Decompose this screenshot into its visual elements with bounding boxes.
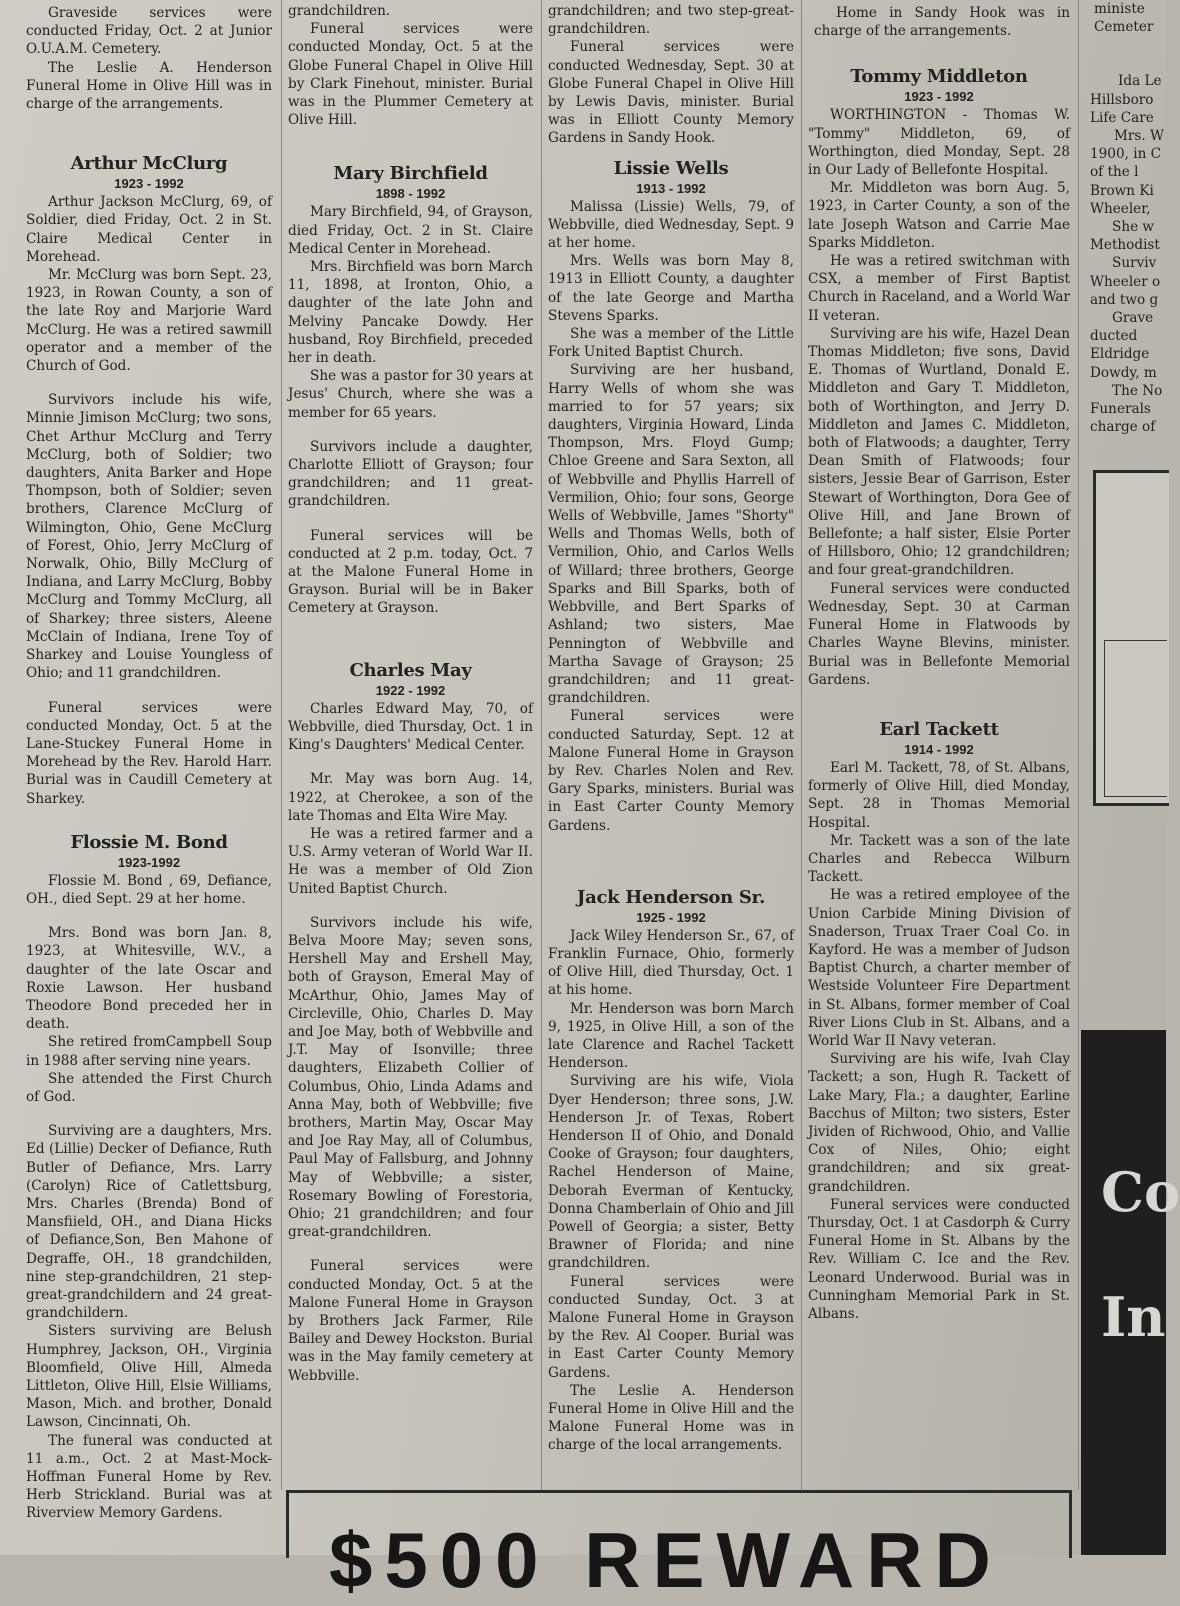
fragment-line: 1900, in C	[1090, 146, 1162, 163]
fragment-line: Life Care	[1090, 109, 1154, 126]
col4-top-fragment	[808, 4, 1070, 40]
obituary-paragraph: Funeral services will be conducted at 2 p.m. today, Oct. 7 at the Malone Funeral Home in Grayson. Burial will be in Baker Cemetery at Grayson.	[288, 527, 533, 617]
obituary-years: 1923 - 1992	[904, 89, 974, 105]
obituary-paragraph: Malissa (Lissie) Wells, 79, of Webbville, died Wednesday, Sept. 9 at her home.	[548, 198, 794, 252]
column-rule	[281, 0, 282, 1490]
col3-top-fragment	[548, 2, 794, 148]
column-rule	[801, 0, 802, 1490]
obituary-years: 1913 - 1992	[636, 180, 706, 196]
fragment-paragraph: grandchildren; and two step-great-grandchildren.	[548, 3, 794, 38]
fragment-line: Surviv	[1112, 255, 1157, 272]
fragment-paragraph: Home in Sandy Hook was in charge of the arrangements.	[814, 5, 1070, 40]
obituary-years: 1914 - 1992	[904, 741, 974, 757]
obituary-years: 1923-1992	[117, 854, 181, 870]
reward-banner-text: $500 REWARD	[329, 1516, 1003, 1604]
obituary-years: 1923 - 1992	[114, 176, 184, 192]
obituary-paragraph: Mr. Middleton was born Aug. 5, 1923, in Carter County, a son of the late Joseph Watson and Carrie Mae Sparks Middleton.	[808, 180, 1070, 251]
fragment-line: Dowdy, m	[1090, 364, 1157, 381]
obituary-paragraph: WORTHINGTON - Thomas W. "Tommy" Middleton, 69, of Worthington, died Monday, Sept. 28 in Our Lady of Bellefonte Hospital.	[808, 107, 1070, 179]
column-4	[808, 4, 1070, 1323]
obituary-paragraph: Surviving are a daughters, Mrs. Ed (Lillie) Decker of Defiance, Ruth Butler of Defiance, Mrs. Larry (Carolyn) Rice of Catlettsburg, Mrs. Charles (Brenda) Bond of Mansfiield, OH., and Diana Hicks of Defiance,Son, Ben Mahone of Degraffe, OH., 18 grandchilden, nine step-grandchildren, 21 step-great-grandchildern and 24 great-grandchildern.	[26, 1123, 272, 1322]
column-5-clipped	[1090, 0, 1166, 470]
fragment-line: Cemeter	[1094, 19, 1154, 36]
col2-top-fragment	[288, 2, 533, 129]
column-rule	[1078, 0, 1079, 1490]
obituary-name: Mary Birchfield	[333, 163, 488, 185]
fragment-line: Ida Le	[1118, 73, 1162, 90]
fragment-paragraph: Graveside services were conducted Friday, Oct. 2 at Junior O.U.A.M. Cemetery.	[26, 5, 272, 58]
obituary-paragraph: Mr. Henderson was born March 9, 1925, in Olive Hill, a son of the late Clarence and Rachel Tackett Henderson.	[548, 1000, 794, 1072]
obituary-paragraph: Mr. Tackett was a son of the late Charles and Rebecca Wilburn Tackett.	[808, 832, 1070, 886]
dark-ad-text: In	[1101, 1285, 1166, 1349]
obituary-paragraph: Sisters surviving are Belush Humphrey, Jackson, OH., Virginia Bloomfield, Olive Hill, Almeda Littleton, Olive Hill, Elsie Williams, Mason, Mich. and brother, Donald Lawson, Cincinnati, Oh.	[26, 1323, 272, 1431]
dark-ad-text: Co	[1101, 1160, 1180, 1224]
obituary-arthur-mcclurg	[26, 153, 272, 808]
fragment-line: Funerals	[1090, 401, 1151, 418]
obituary-years: 1922 - 1992	[375, 682, 446, 698]
fragment-line: Brown Ki	[1090, 182, 1154, 199]
obituary-name: Flossie M. Bond	[70, 831, 228, 853]
fragment-line: Eldridge	[1090, 346, 1150, 363]
fragment-line: ministe	[1094, 1, 1145, 17]
obituary-paragraph: Surviving are his wife, Viola Dyer Henderson; three sons, J.W. Henderson Jr. of Texas, Robert Henderson II of Ohio, and Donald Cooke of Grayson; four daughters, Rachel Henderson of Maine, Deborah Everman of Kentucky, Donna Chamberlain of Ohio and Jill Powell of Georgia; a sister, Betty Brawner of Florida; and nine grandchildren.	[548, 1073, 794, 1272]
obituary-paragraph: Earl M. Tackett, 78, of St. Albans, formerly of Olive Hill, died Monday, Sept. 28 in Thomas Memorial Hospital.	[808, 759, 1070, 831]
obituary-jack-henderson	[548, 887, 794, 1455]
obituary-charles-may	[288, 660, 533, 1385]
obituary-paragraph: He was a retired switchman with CSX, a member of First Baptist Church in Raceland, and a World War II veteran.	[808, 253, 1070, 324]
obituary-paragraph: Mary Birchfield, 94, of Grayson, died Friday, Oct. 2 in St. Claire Medical Center in Morehead.	[288, 204, 533, 257]
fragment-line: ducted	[1090, 328, 1138, 345]
obituary-paragraph: He was a retired farmer and a U.S. Army veteran of World War II. He was a member of Old Zion United Baptist Church.	[288, 825, 533, 897]
column-rule	[541, 0, 542, 1490]
obituary-lissie-wells	[548, 158, 794, 835]
obituary-flossie-bond	[26, 832, 272, 1523]
obituary-paragraph: He was a retired employee of the Union Carbide Mining Division of Snaderson, Truax Traer Coal Co. in Kayford. He was a member of Judson Baptist Church, a charter member of Westside Volunteer Fire Department in St. Albans, former member of Coal River Lions Club in St. Albans, and a World War II Navy veteran.	[808, 887, 1070, 1049]
obituary-paragraph: She attended the First Church of God.	[26, 1070, 272, 1105]
fragment-paragraph: The Leslie A. Henderson Funeral Home in Olive Hill was in charge of the arrangements.	[26, 59, 272, 113]
dark-advertisement	[1081, 1030, 1180, 1555]
obituary-paragraph: Funeral services were conducted Monday, Oct. 5 at the Malone Funeral Home in Grayson by Brothers Jack Farmer, Rile Bailey and Dewey Hockston. Burial was in the May family cemetery at Webbville.	[288, 1258, 533, 1384]
obituary-paragraph: Arthur Jackson McClurg, 69, of Soldier, died Friday, Oct. 2 in St. Claire Medical Center in Morehead.	[26, 194, 272, 265]
fragment-line: The No	[1112, 382, 1163, 399]
obituary-paragraph: Funeral services were conducted Saturday, Sept. 12 at Malone Funeral Home in Grayson by Rev. Charles Nolen and Rev. Gary Sparks, ministers. Burial was in East Carter County Memory Gardens.	[548, 708, 794, 834]
obituary-paragraph: Mrs. Wells was born May 8, 1913 in Elliott County, a daughter of the late George and Martha Stevens Sparks.	[548, 253, 794, 324]
fragment-line: charge of	[1090, 419, 1156, 436]
obituary-name: Lissie Wells	[613, 157, 729, 179]
obituary-paragraph: The funeral was conducted at 11 a.m., Oct. 2 at Mast-Mock-Hoffman Funeral Home by Rev. Herb Strickland. Burial was at Riverview Memory Gardens.	[26, 1432, 272, 1522]
obituary-paragraph: She was a pastor for 30 years at Jesus' Church, where she was a member for 65 years.	[288, 368, 533, 421]
obituary-paragraph: Funeral services were conducted Sunday, Oct. 3 at Malone Funeral Home in Grayson by the Rev. Al Cooper. Burial was in East Carter County Memory Gardens.	[548, 1273, 794, 1381]
obituary-tommy-middleton	[808, 66, 1070, 689]
obituary-years: 1898 - 1992	[375, 186, 446, 202]
fragment-line: Mrs. W	[1114, 128, 1165, 145]
column-2	[288, 2, 533, 1385]
obituary-paragraph: Survivors include his wife, Belva Moore May; seven sons, Hershell May and Ershell May, both of Grayson, Emeral May of McArthur, Ohio, James May of Circleville, Ohio, Charles D. May and Joe May, both of Webbville and J.T. May of Isonville; three daughters, Elizabeth Collier of Columbus, Ohio, Linda Adams and Anna May, both of Webbville; five brothers, Martin May, Oscar May and Joe Ray May, all of Columbus, Paul May of Fallsburg, and Johnny May of Webbville; a sister, Rosemary Bowling of Forestoria, Ohio; 21 grandchildren; and four great-grandchildren.	[288, 914, 533, 1241]
obituary-paragraph: She was a member of the Little Fork United Baptist Church.	[548, 326, 794, 361]
fragment-line: of the l	[1090, 164, 1139, 181]
obituary-paragraph: Survivors include his wife, Minnie Jimison McClurg; two sons, Chet Arthur McClurg and Terry McClurg, both of Soldier; two daughters, Anita Barker and Hope Thompson, both of Soldier; seven brothers, Clarence McClurg of Wilmington, Ohio, Gene McClurg of Forest, Ohio, Jerry McClurg of Norwalk, Ohio, Billy McClurg of Indiana, and Larry McClurg, Bobby McClurg and Tommy McClurg, all of Sharkey; three sisters, Aleene McClain of Indiana, Irene Toy of Sharkey and Louise Youngless of Ohio; and 11 grandchildren.	[26, 392, 272, 682]
obituary-paragraph: Mrs. Bond was born Jan. 8, 1923, at Whitesville, W.V., a daughter of the late Oscar and Roxie Lawson. Her husband Theodore Bond preceded her in death.	[26, 925, 272, 1033]
obituary-paragraph: Mr. May was born Aug. 14, 1922, at Cherokee, a son of the late Thomas and Elta Wire May.	[288, 771, 533, 824]
obituary-name: Charles May	[349, 659, 472, 681]
obituary-paragraph: Surviving are his wife, Hazel Dean Thomas Middleton; five sons, David E. Thomas of Wurtland, Donald E. Middleton and Gary T. Middleton, both of Worthington, and Jerry D. Middleton and James C. Middleton, both of Flatwoods; a daughter, Terry Dean Smith of Flatwoods; four sisters, Jessie Bear of Garrison, Ester Stewart of Worthington, Dora Gee of Olive Hill, and Jane Brown of Bellefonte; a half sister, Elsie Porter of Hillsboro, Ohio; 12 grandchildren; and four great-grandchildren.	[808, 325, 1070, 579]
obituary-paragraph: Mr. McClurg was born Sept. 23, 1923, in Rowan County, a son of the late Roy and Marjorie Ward McClurg. He was a retired sawmill operator and a member of the Church of God.	[26, 267, 272, 375]
fragment-line: She w	[1112, 219, 1155, 236]
column-1	[26, 4, 272, 1523]
obituary-mary-birchfield	[288, 163, 533, 617]
obituary-paragraph: Funeral services were conducted Monday, Oct. 5 at the Lane-Stuckey Funeral Home in Morehead by the Rev. Harold Harr. Burial was in Caudill Cemetery at Sharkey.	[26, 699, 272, 807]
obituary-paragraph: Charles Edward May, 70, of Webbville, died Thursday, Oct. 1 in King's Daughters' Medical Center.	[288, 700, 533, 754]
obituary-paragraph: Survivors include a daughter, Charlotte Elliott of Grayson; four grandchildren; and 11 great-grandchildren.	[288, 438, 533, 510]
reward-banner	[286, 1490, 1072, 1604]
obituary-paragraph: She retired fromCampbell Soup in 1988 after serving nine years.	[26, 1034, 272, 1069]
obituary-paragraph: Surviving are her husband, Harry Wells of whom she was married to for 57 years; six daughters, Virginia Howard, Linda Thompson, Mrs. Floyd Gump; Chloe Greene and Sara Sexton, all of Webbville and Phyllis Harrell of Vermilion, Ohio; four sons, George Wells of Webbville, James "Shorty" Wells and Thomas Wells, both of Vermilion, Ohio, and Carlos Wells of Willard; three brothers, George Sparks and Bill Sparks, both of Webbville, and Bert Sparks of Ashland; two sisters, Mae Pennington of Webbville and Martha Savage of Grayson; 25 grandchildren; and 11 great-grandchildren.	[548, 362, 794, 707]
obituary-paragraph: Funeral services were conducted Thursday, Oct. 1 at Casdorph & Curry Funeral Home in St. Albans by the Rev. William C. Ice and the Rev. Leonard Underwood. Burial was in Cunningham Memorial Park in St. Albans.	[808, 1196, 1070, 1322]
obituary-paragraph: Jack Wiley Henderson Sr., 67, of Franklin Furnace, Ohio, formerly of Olive Hill, died Thursday, Oct. 1 at his home.	[548, 927, 794, 999]
obituary-paragraph: Flossie M. Bond , 69, Defiance, OH., died Sept. 29 at her home.	[26, 872, 272, 907]
obituary-paragraph: Funeral services were conducted Wednesday, Sept. 30 at Carman Funeral Home in Flatwoods by Charles Wayne Blevins, minister. Burial was in Bellefonte Memorial Gardens.	[808, 580, 1070, 688]
fragment-line: Wheeler o	[1090, 273, 1161, 290]
fragment-paragraph: Funeral services were conducted Monday, Oct. 5 at the Globe Funeral Chapel in Olive Hill by Clark Finehout, minister. Burial was in the Plummer Cemetery at Olive Hill.	[288, 21, 533, 129]
obituary-name: Tommy Middleton	[850, 66, 1028, 88]
obituary-paragraph: The Leslie A. Henderson Funeral Home in Olive Hill and the Malone Funeral Home was in charge of the local arrangements.	[548, 1382, 794, 1454]
fragment-line: Hillsboro	[1090, 91, 1154, 108]
fragment-paragraph: Funeral services were conducted Wednesday, Sept. 30 at Globe Funeral Chapel in Olive Hill by Lewis Davis, minister. Burial was in Elliott County Memory Gardens in Sandy Hook.	[548, 39, 794, 147]
fragment-paragraph: grandchildren.	[288, 3, 391, 19]
obituary-earl-tackett	[808, 719, 1070, 1323]
advertisement-inner-box	[1104, 640, 1167, 797]
obituary-name: Jack Henderson Sr.	[576, 886, 766, 908]
column-3	[548, 2, 794, 1455]
fragment-line: Methodist	[1090, 237, 1160, 254]
fragment-line: Grave	[1112, 310, 1154, 327]
obituary-paragraph: Mrs. Birchfield was born March 11, 1898, at Ironton, Ohio, a daughter of the late John and Melviny Pancake Dowdy. Her husband, Roy Birchfield, preceded her in death.	[288, 259, 533, 367]
obituary-name: Earl Tackett	[879, 718, 999, 740]
fragment-line: and two g	[1090, 291, 1159, 308]
fragment-line: Wheeler,	[1090, 200, 1151, 217]
col1-top-fragment	[26, 4, 272, 113]
obituary-years: 1925 - 1992	[636, 909, 706, 925]
obituary-name: Arthur McClurg	[70, 153, 228, 175]
obituary-paragraph: Surviving are his wife, Ivah Clay Tackett; a son, Hugh R. Tackett of Lake Mary, Fla.; a daughter, Earline Bacchus of Milton; two sisters, Ester Jividen of Richwood, Ohio, and Vallie Cox of Niles, Ohio; eight grandchildren; and six great-grandchildren.	[808, 1051, 1070, 1195]
